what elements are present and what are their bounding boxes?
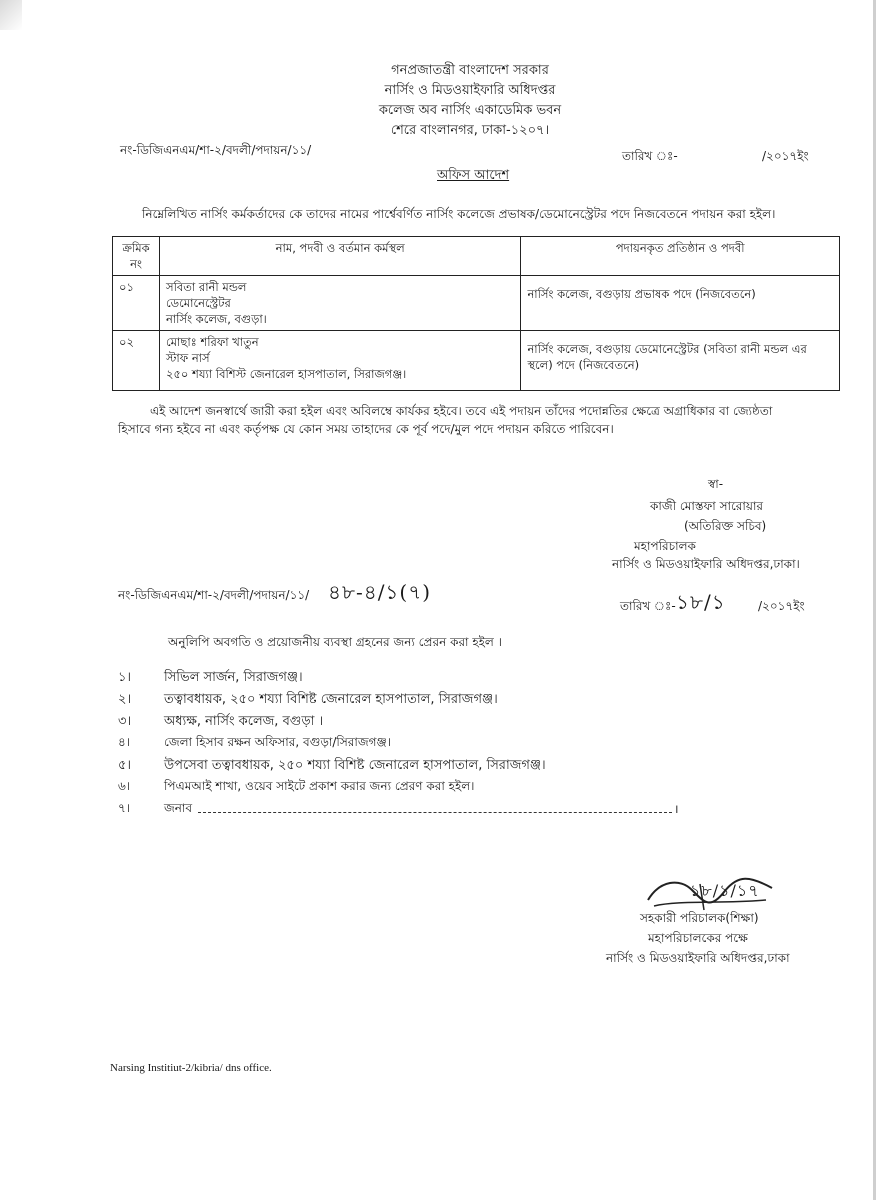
copy-item-text: অধ্যক্ষ, নার্সিং কলেজ, বগুড়া । — [164, 714, 324, 729]
signatory-rank: (অতিরিক্ত সচিব) — [684, 519, 767, 533]
copy-memo-number: নং-ডিজিএনএম/শা-২/বদলী/পদায়ন/১১/ — [118, 588, 310, 602]
col-header-posting: পদায়নকৃত প্রতিষ্ঠান ও পদবী — [521, 237, 840, 276]
copy-item-text: তত্বাবধায়ক, ২৫০ শয্যা বিশিষ্ট জেনারেল হাসপাতাল, সিরাজগঞ্জ। — [164, 692, 498, 707]
copy-list-end-mark: । — [674, 802, 679, 816]
copy-item-num: ৭। — [118, 801, 131, 815]
blank-fill-line — [198, 812, 672, 813]
signatory-title: মহাপরিচালক — [634, 539, 696, 553]
copy-item-num: ২। — [118, 692, 132, 707]
person-name: সবিতা রানী মন্ডল — [165, 280, 247, 294]
table-row — [113, 276, 840, 331]
copy-intro: অনুলিপি অবগতি ও প্রয়োজনীয় ব্যবস্থা গ্রহনের জন্য প্রেরন করা হইল । — [168, 635, 502, 649]
person-name: মোছাঃ শরিফা খাতুন — [165, 335, 259, 349]
order-text-line2: হিসাবে গন্য হইবে না এবং কর্তৃপক্ষ যে কোন সময় তাহাদের কে পূর্ব পদে/মুল পদে পদায়ন করিতে পারিবেন। — [118, 422, 614, 436]
copy-date-label: তারিখ ঃ- — [620, 599, 676, 613]
signed-mark: স্বা- — [708, 477, 724, 491]
header-address: শেরে বাংলানগর, ঢাকা-১২০৭। — [390, 123, 550, 138]
memo-number: নং-ডিজিএনএম/শা-২/বদলী/পদায়ন/১১/ — [120, 143, 312, 157]
col-header-serial: ক্রমিক নং — [113, 237, 160, 276]
memo-date-value: /২০১৭ইং — [762, 149, 809, 163]
row-serial: ০১ — [113, 276, 160, 331]
table-row — [113, 331, 840, 391]
copy-date-suffix: /২০১৭ইং — [758, 599, 805, 613]
header-building: কলেজ অব নার্সিং একাডেমিক ভবন — [378, 103, 562, 118]
posting-line: নার্সিং কলেজ, বগুড়ায় প্রভাষক পদে (নিজবেতনে) — [527, 287, 756, 301]
copy-item-num: ৪। — [118, 735, 131, 749]
copy-item-num: ৩। — [118, 714, 132, 729]
copy-item-num: ৬। — [118, 779, 131, 793]
header-govt: গনপ্রজাতন্ত্রী বাংলাদেশ সরকার — [391, 63, 549, 78]
person-designation: স্টাফ নার্স — [165, 351, 210, 365]
person-workplace: ২৫০ শয্যা বিশিস্ট জেনারেল হাসপাতাল, সিরাজগঞ্জ। — [165, 367, 407, 381]
person-workplace: নার্সিং কলেজ, বগুড়া। — [165, 312, 267, 326]
copy-item-text: জেলা হিসাব রক্ষন অফিসার, বগুড়া/সিরাজগঞ্জ। — [164, 735, 392, 749]
copy-item-text: উপসেবা তত্বাবধায়ক, ২৫০ শয্যা বিশিষ্ট জেনারেল হাসপাতাল, সিরাজগঞ্জ। — [164, 758, 546, 773]
order-intro: নিম্নেলিখিত নার্সিং কর্মকর্তাদের কে তাদের নামের পার্শ্বেবর্ণিত নার্সিং কলেজে প্রভাষক/ডেমোনেস্ট্রেটর পদে নিজবেতনে পদায়ন করা হইল। — [142, 207, 776, 221]
posting-line-cont: স্থলে) পদে (নিজবেতনে) — [527, 358, 640, 372]
office-order-title: অফিস আদেশ — [437, 168, 510, 183]
handwritten-memo-number: ৪৮-৪/১(৭) — [328, 580, 432, 604]
row-posting — [521, 276, 840, 331]
on-behalf-of-dg: মহাপরিচালকের পক্ষে — [648, 931, 748, 945]
copy-item-num: ৫। — [118, 758, 132, 773]
asst-director-title: সহকারী পরিচালক(শিক্ষা) — [640, 911, 759, 925]
signature-date: ১৮/১/১৭ — [690, 881, 760, 900]
row-person — [159, 331, 520, 391]
posting-line: নার্সিং কলেজ, বগুড়ায় ডেমোনেস্ট্রেটর (সবিতা রানী মন্ডল এর — [527, 342, 807, 356]
posting-table — [112, 236, 840, 391]
copy-item-text: পিএমআই শাখা, ওয়েব সাইটে প্রকাশ করার জন্য প্রেরণ করা হইল। — [164, 779, 475, 793]
row-posting — [521, 331, 840, 391]
handwritten-date: ১৮/১ — [676, 590, 726, 614]
signatory-office: নার্সিং ও মিডওয়াইফারি অধিদপ্তর,ঢাকা। — [612, 557, 800, 571]
copy-item-num: ১। — [118, 670, 132, 685]
copy-item-text: জনাব — [164, 801, 193, 815]
memo-date-label: তারিখ ঃ- — [622, 149, 678, 163]
row-person — [159, 276, 520, 331]
person-designation: ডেমোনেস্ট্রেটর — [165, 296, 231, 310]
scan-corner-mark — [0, 0, 22, 30]
col-header-name: নাম, পদবী ও বর্তমান কর্মস্থল — [159, 237, 520, 276]
copy-item-text: সিভিল সার্জন, সিরাজগঞ্জ। — [164, 670, 303, 685]
order-text-line1: এই আদেশ জনস্বার্থে জারী করা হইল এবং অবিলম্বে কার্যকর হইবে। তবে এই পদায়ন তাঁদের পদোন্নতির ক্ষেত্রে অগ্রাধিকার বা জ্যেষ্ঠতা — [150, 404, 773, 418]
row-serial: ০২ — [113, 331, 160, 391]
signature2-office: নার্সিং ও মিডওয়াইফারি অধিদপ্তর,ঢাকা — [606, 951, 790, 965]
signatory-name: কাজী মোস্তফা সারোয়ার — [650, 499, 764, 513]
footer-file-path: Narsing Institiut-2/kibria/ dns office. — [110, 1062, 272, 1074]
table-header-row — [113, 237, 840, 276]
header-directorate: নার্সিং ও মিডওয়াইফারি অধিদপ্তর — [384, 83, 556, 98]
